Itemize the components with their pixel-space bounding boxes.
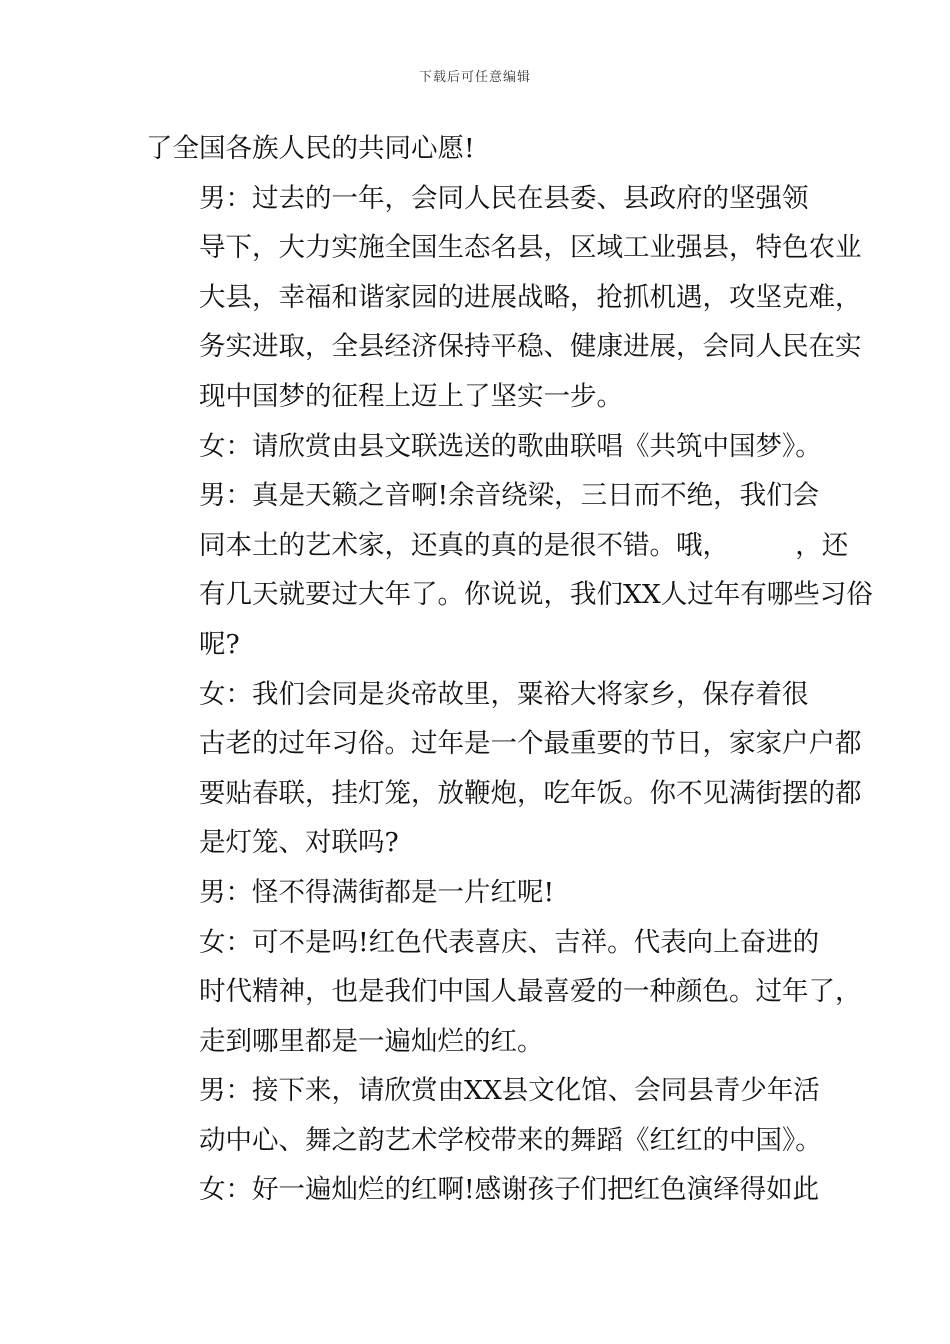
text-line: 走到哪里都是一遍灿烂的红。: [199, 1025, 544, 1057]
text-line: 现中国梦的征程上迈上了坚实一步。: [199, 380, 623, 412]
text-line: 古老的过年习俗。过年是一个最重要的节日，家家户户都: [199, 728, 862, 760]
text-line: 女：可不是吗!红色代表喜庆、吉祥。代表向上奋进的: [199, 926, 820, 958]
paragraph-1: [146, 124, 810, 174]
text-line: 导下，大力实施全国生态名县，区域工业强县，特色农业: [199, 232, 862, 264]
text-line: 是灯笼、对联吗?: [199, 827, 399, 859]
text-line: 呢?: [199, 628, 240, 660]
text-line: 了全国各族人民的共同心愿!: [146, 133, 475, 164]
text-line: 女：好一遍灿烂的红啊!感谢孩子们把红色演绎得如此: [199, 1174, 820, 1206]
paragraph-7: [146, 918, 862, 1067]
text-line: 有几天就要过大年了。你说说，我们XX人过年有哪些习俗: [199, 579, 873, 611]
paragraph-4: [146, 471, 873, 669]
paragraph-3: [146, 422, 822, 472]
paragraph-9: [146, 1165, 820, 1215]
paragraph-6: [146, 868, 810, 918]
paragraph-8: [146, 1066, 822, 1165]
page-header: 下载后可任意编辑: [418, 70, 531, 85]
text-line: 同本土的艺术家，还真的真的是很不错。哦， ，还: [199, 529, 849, 561]
text-line: 女：请欣赏由县文联选送的歌曲联唱《共筑中国梦》。: [199, 430, 822, 462]
text-line: 要贴春联，挂灯笼，放鞭炮，吃年饭。你不见满街摆的都: [199, 777, 862, 809]
text-line: 男：接下来，请欣赏由XX县文化馆、会同县青少年活: [199, 1075, 820, 1107]
text-line: 女：我们会同是炎帝故里，粟裕大将家乡，保存着很: [199, 678, 809, 710]
paragraph-2: [146, 174, 862, 422]
document-body: [146, 124, 873, 1215]
text-line: 男：怪不得满街都是一片红呢!: [199, 876, 555, 908]
text-line: 大县，幸福和谐家园的进展战略，抢抓机遇，攻坚克难，: [199, 281, 862, 313]
text-line: 男：真是天籁之音啊!余音绕梁，三日而不绝，我们会: [199, 480, 820, 512]
text-line: 务实进取，全县经济保持平稳、健康进展，会同人民在实: [199, 331, 862, 363]
text-line: 动中心、舞之韵艺术学校带来的舞蹈《红红的中国》。: [199, 1124, 822, 1156]
text-line: 时代精神，也是我们中国人最喜爱的一种颜色。过年了，: [199, 976, 862, 1008]
text-line: 男：过去的一年，会同人民在县委、县政府的坚强领: [199, 182, 809, 214]
paragraph-5: [146, 670, 862, 868]
